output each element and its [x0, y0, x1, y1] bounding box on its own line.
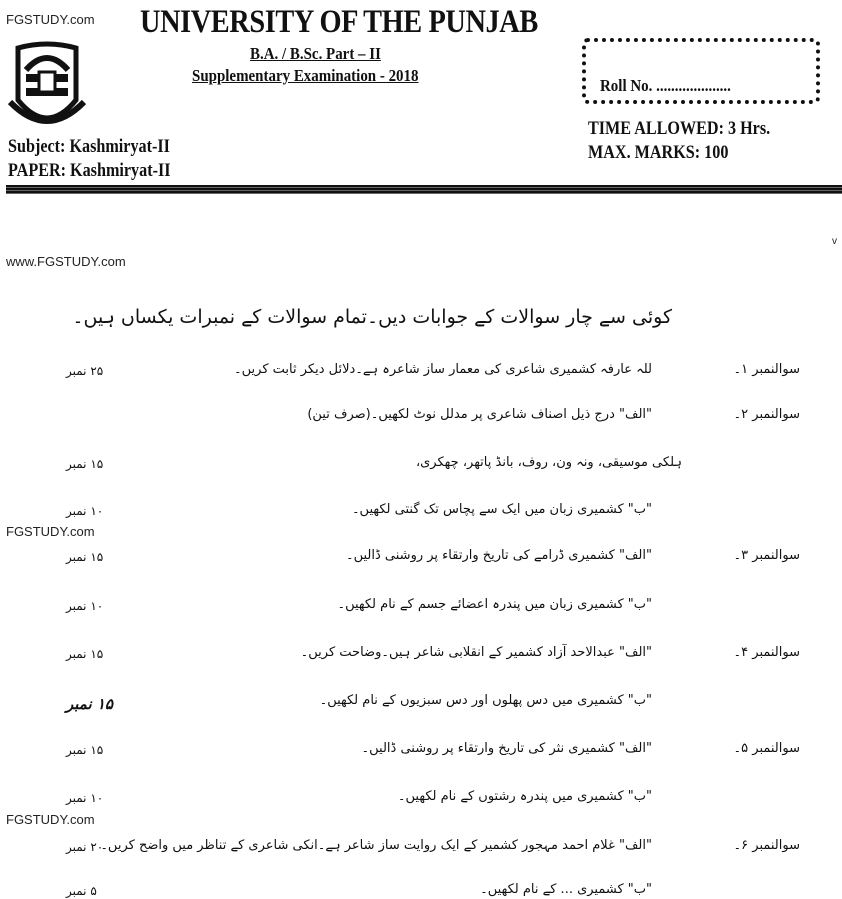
- university-logo-icon: [8, 40, 86, 136]
- university-title: UNIVERSITY OF THE PUNJAB: [140, 4, 538, 40]
- question-number: سوالنمبر ۵۔: [733, 741, 800, 756]
- header-divider: [6, 185, 842, 194]
- question-text: ہلکی موسیقی، ونہ ون، روف، بانڈ پاتھر، چھکری،: [415, 455, 682, 470]
- question-number: سوالنمبر ۱۔: [733, 362, 800, 377]
- subject: Subject: Kashmiryat-II: [8, 136, 170, 157]
- marks-label: ۱۵ نمبر: [66, 647, 104, 661]
- stray-mark: v: [832, 236, 837, 247]
- watermark: FGSTUDY.com: [6, 524, 95, 539]
- marks-label: ۱۵ نمبر: [66, 743, 104, 757]
- instruction: کوئی سے چار سوالات کے جوابات دیں۔تمام سوالات کے نمبرات یکساں ہیں۔: [72, 306, 672, 328]
- marks-label: ۵ نمبر: [66, 884, 97, 898]
- question-text: "ب" کشمیری ... کے نام لکھیں۔: [480, 882, 652, 897]
- marks-label: ۱۰ نمبر: [66, 599, 104, 613]
- paper: PAPER: Kashmiryat-II: [8, 160, 171, 181]
- question-text: للہ عارفہ کشمیری شاعری کی معمار ساز شاعرہ ہے۔دلائل دیکر ثابت کریں۔: [234, 362, 652, 377]
- class-title: B.A. / B.Sc. Part – II: [250, 44, 381, 63]
- question-text: "ب" کشمیری میں دس پھلوں اور دس سبزیوں کے نام لکھیں۔: [319, 693, 652, 708]
- watermark-url: www.FGSTUDY.com: [6, 254, 126, 269]
- question-text: "الف" غلام احمد مہجور کشمیر کے ایک روایت ساز شاعر ہے۔انکی شاعری کے تناظر میں واضح کریں۔: [100, 838, 652, 853]
- time-allowed: TIME ALLOWED: 3 Hrs.: [588, 118, 771, 139]
- roll-no-label: Roll No. ....................: [600, 76, 731, 95]
- question-text: "ب" کشمیری میں پندرہ رشتوں کے نام لکھیں۔: [397, 789, 652, 804]
- question-text: "الف" عبدالاحد آزاد کشمیر کے انقلابی شاعر ہیں۔وضاحت کریں۔: [300, 645, 652, 660]
- question-text: "ب" کشمیری زبان میں ایک سے پچاس تک گنتی لکھیں۔: [351, 502, 652, 517]
- question-number: سوالنمبر ۲۔: [733, 407, 800, 422]
- exam-title: Supplementary Examination - 2018: [192, 66, 419, 85]
- marks-label: ۲۵ نمبر: [66, 364, 104, 378]
- question-text: "الف" درج ذیل اصناف شاعری پر مدلل نوٹ لکھیں۔(صرف تین): [307, 407, 652, 422]
- question-number: سوالنمبر ۶۔: [733, 838, 800, 853]
- marks-label: ۱۰ نمبر: [66, 791, 104, 805]
- question-text: "الف" کشمیری نثر کی تاریخ وارتقاء پر روشنی ڈالیں۔: [361, 741, 652, 756]
- question-number: سوالنمبر ۴۔: [733, 645, 800, 660]
- max-marks: MAX. MARKS: 100: [588, 142, 729, 163]
- question-number: سوالنمبر ۳۔: [733, 548, 800, 563]
- question-text: "الف" کشمیری ڈرامے کی تاریخ وارتقاء پر روشنی ڈالیں۔: [345, 548, 652, 563]
- roll-no-box[interactable]: [582, 38, 820, 104]
- marks-label: ۱۵ نمبر: [66, 457, 104, 471]
- marks-label: ۱۵ نمبر: [66, 550, 104, 564]
- marks-label: ۲۰ نمبر: [66, 840, 104, 854]
- watermark: FGSTUDY.com: [6, 12, 95, 27]
- question-text: "ب" کشمیری زبان میں پندرہ اعضائے جسم کے نام لکھیں۔: [337, 597, 652, 612]
- marks-label: ۱۵ نمبر: [66, 695, 113, 713]
- marks-label: ۱۰ نمبر: [66, 504, 104, 518]
- watermark: FGSTUDY.com: [6, 812, 95, 827]
